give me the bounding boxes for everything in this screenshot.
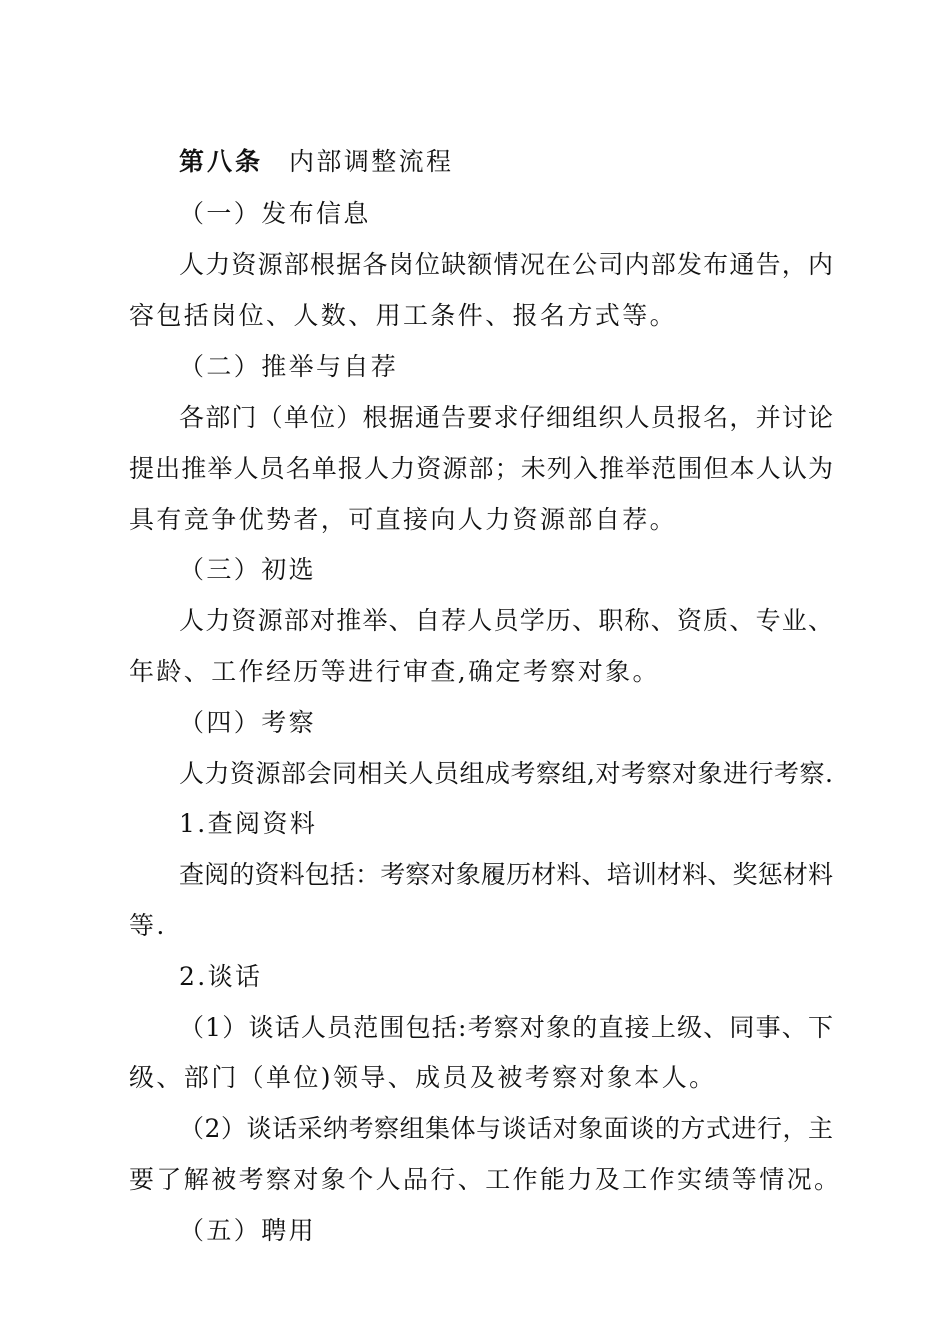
paragraph-line: 具有竞争优势者，可直接向人力资源部自荐。	[129, 505, 678, 534]
item-heading-2: 2.谈话	[179, 962, 263, 991]
paragraph-line: 等.	[129, 911, 167, 940]
article-title: 内部调整流程	[289, 147, 454, 176]
paragraph-line: 人力资源部会同相关人员组成考察组,对考察对象进行考察.	[179, 759, 833, 788]
paragraph-line: 级、部门（单位)领导、成员及被考察对象本人。	[129, 1063, 717, 1092]
paragraph-line: 年龄、工作经历等进行审查,确定考察对象。	[129, 657, 660, 686]
article-heading	[179, 142, 453, 178]
section-heading-2: （二）推举与自荐	[179, 352, 399, 381]
paragraph-line: （2）谈话采纳考察组集体与谈话对象面谈的方式进行，主	[179, 1114, 833, 1143]
paragraph-line: 各部门（单位）根据通告要求仔细组织人员报名，并讨论	[179, 403, 833, 432]
article-label: 第八条	[179, 147, 264, 176]
paragraph-line: 要了解被考察对象个人品行、工作能力及工作实绩等情况。	[129, 1165, 842, 1194]
paragraph-line: 人力资源部对推举、自荐人员学历、职称、资质、专业、	[179, 606, 833, 635]
paragraph-line: 提出推举人员名单报人力资源部；未列入推举范围但本人认为	[129, 454, 833, 483]
paragraph-line: 查阅的资料包括：考察对象履历材料、培训材料、奖惩材料	[179, 860, 833, 889]
paragraph-line: 人力资源部根据各岗位缺额情况在公司内部发布通告，内	[179, 250, 833, 279]
section-heading-5: （五）聘用	[179, 1216, 317, 1245]
section-heading-4: （四）考察	[179, 708, 317, 737]
paragraph-line: 容包括岗位、人数、用工条件、报名方式等。	[129, 301, 678, 330]
paragraph-line: （1）谈话人员范围包括:考察对象的直接上级、同事、下	[179, 1013, 833, 1042]
item-heading-1: 1.查阅资料	[179, 809, 318, 838]
section-heading-1: （一）发布信息	[179, 199, 371, 228]
section-heading-3: （三）初选	[179, 555, 317, 584]
